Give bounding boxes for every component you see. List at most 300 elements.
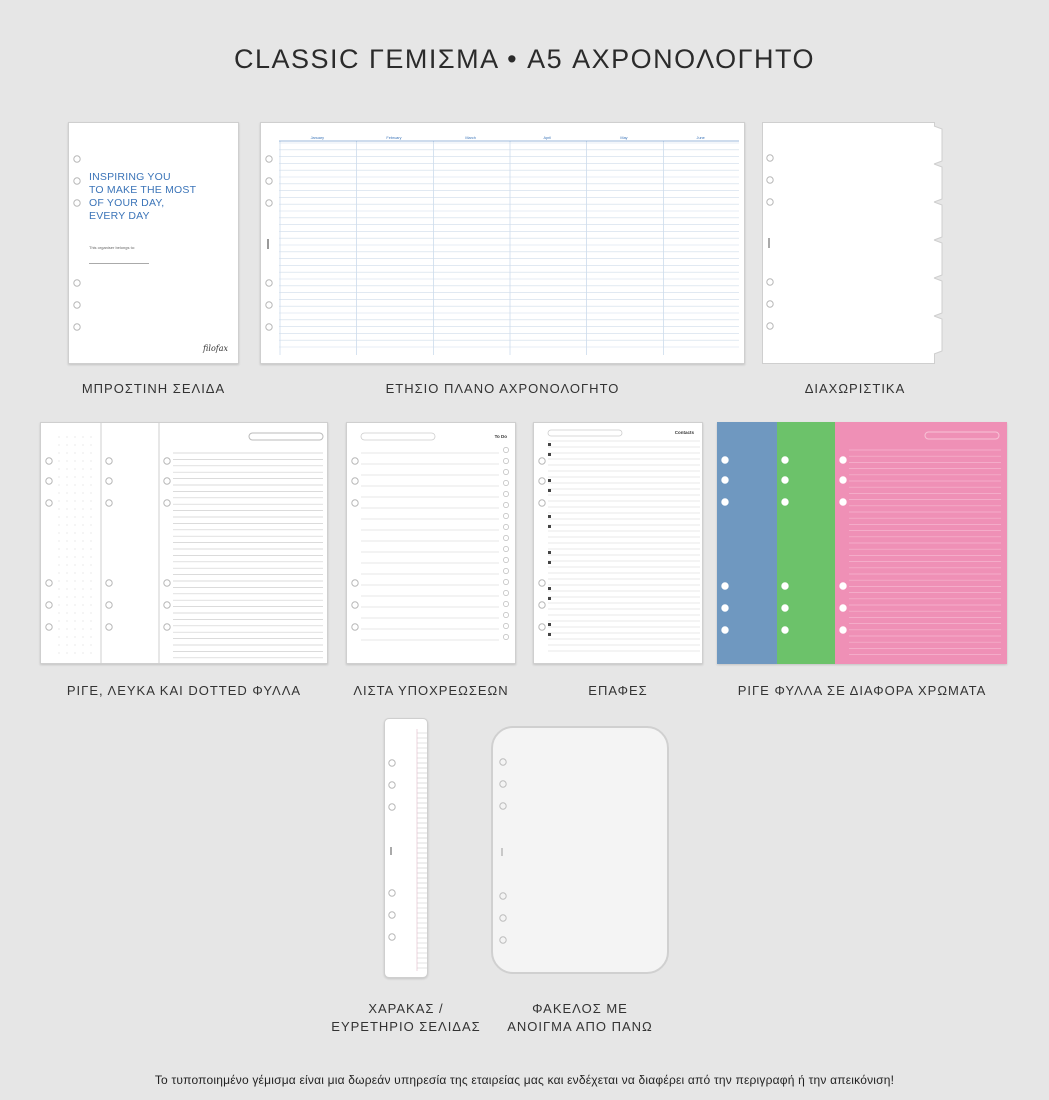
grid-dot	[67, 453, 68, 454]
binder-hole	[266, 324, 272, 330]
grid-dot	[91, 629, 92, 630]
todo-checkbox	[503, 557, 508, 562]
binder-hole	[266, 280, 272, 286]
todo-checkbox	[503, 513, 508, 518]
grid-dot	[91, 461, 92, 462]
grid-dot	[75, 653, 76, 654]
contact-icon	[548, 443, 551, 446]
title-box	[249, 433, 323, 440]
binder-hole	[389, 782, 395, 788]
grid-dot	[67, 493, 68, 494]
grid-dot	[83, 613, 84, 614]
grid-dot	[83, 589, 84, 590]
grid-dot	[67, 485, 68, 486]
binder-hole	[106, 500, 112, 506]
binder-hole	[389, 760, 395, 766]
grid-dot	[83, 493, 84, 494]
binder-hole	[352, 602, 358, 608]
grid-dot	[75, 597, 76, 598]
grid-dot	[91, 453, 92, 454]
grid-dot	[67, 469, 68, 470]
divider-page	[763, 123, 935, 364]
grid-dot	[83, 445, 84, 446]
binder-hole	[840, 583, 846, 589]
binder-hole	[500, 803, 506, 809]
todo-checkbox	[503, 480, 508, 485]
binder-hole	[164, 602, 170, 608]
binder-hole	[840, 605, 846, 611]
grid-dot	[91, 645, 92, 646]
ruled-plain-dotted-sheet	[40, 422, 328, 664]
grid-dot	[91, 493, 92, 494]
caption-dividers: ΔΙΑΧΩΡΙΣΤΙΚΑ	[804, 381, 906, 396]
binder-hole	[782, 627, 788, 633]
binder-hole	[106, 580, 112, 586]
grid-dot	[91, 597, 92, 598]
month-label: April	[543, 136, 552, 140]
caption-front-page: ΜΠΡΟΣΤΙΝΗ ΣΕΛΙΔΑ	[81, 381, 226, 396]
grid-dot	[75, 621, 76, 622]
belongs-to-label: This organiser belongs to:	[89, 245, 136, 250]
grid-dot	[75, 533, 76, 534]
grid-dot	[91, 477, 92, 478]
grid-dot	[91, 445, 92, 446]
grid-dot	[91, 525, 92, 526]
grid-dot	[91, 437, 92, 438]
todo-checkbox	[503, 469, 508, 474]
binder-hole	[389, 804, 395, 810]
contact-icon	[548, 587, 551, 590]
binder-hole	[106, 458, 112, 464]
dividers-sheet	[762, 122, 948, 364]
grid-dot	[67, 549, 68, 550]
grid-dot	[75, 565, 76, 566]
grid-dot	[83, 469, 84, 470]
binder-hole	[74, 156, 80, 162]
binder-hole	[164, 624, 170, 630]
grid-dot	[83, 477, 84, 478]
grid-dot	[59, 477, 60, 478]
grid-dot	[83, 517, 84, 518]
grid-dot	[59, 437, 60, 438]
contact-icon	[548, 479, 551, 482]
grid-dot	[67, 461, 68, 462]
grid-dot	[67, 621, 68, 622]
todo-checkbox	[503, 612, 508, 617]
binder-hole	[539, 458, 545, 464]
binder-hole	[74, 324, 80, 330]
todo-checkbox	[503, 634, 508, 639]
grid-dot	[75, 501, 76, 502]
grid-dot	[83, 501, 84, 502]
grid-dot	[83, 453, 84, 454]
grid-dot	[67, 437, 68, 438]
todo-sheet	[346, 422, 516, 664]
binder-hole	[722, 499, 728, 505]
month-label: March	[465, 136, 476, 140]
grid-dot	[83, 541, 84, 542]
caption-pocket-line2: ΑΝΟΙΓΜΑ ΑΠΟ ΠΑΝΩ	[507, 1019, 653, 1034]
year-planner-grid	[261, 123, 745, 364]
todo-checkbox	[503, 502, 508, 507]
binder-hole	[46, 580, 52, 586]
binder-hole	[722, 583, 728, 589]
grid-dot	[75, 573, 76, 574]
binder-hole	[266, 200, 272, 206]
grid-dot	[67, 445, 68, 446]
grid-dot	[75, 549, 76, 550]
grid-dot	[67, 509, 68, 510]
grid-dot	[91, 589, 92, 590]
tagline-line: OF YOUR DAY,	[89, 197, 165, 209]
ruler-sheet	[384, 718, 428, 978]
grid-dot	[91, 621, 92, 622]
divider-tab	[934, 164, 942, 202]
todo-list-page	[347, 423, 516, 664]
contact-icon	[548, 597, 551, 600]
binder-hole	[539, 602, 545, 608]
divider-tabs	[762, 122, 948, 364]
caption-contacts: ΕΠΑΦΕΣ	[588, 683, 648, 698]
binder-hole	[722, 457, 728, 463]
binder-hole	[840, 499, 846, 505]
grid-dot	[59, 485, 60, 486]
grid-dot	[83, 653, 84, 654]
grid-dot	[67, 525, 68, 526]
grid-dot	[59, 533, 60, 534]
grid-dot	[67, 653, 68, 654]
grid-dot	[59, 621, 60, 622]
binder-hole	[266, 302, 272, 308]
contact-icon	[548, 489, 551, 492]
colored-ruled-pages	[717, 422, 1007, 664]
binder-hole	[352, 478, 358, 484]
binder-hole	[46, 602, 52, 608]
todo-checkbox	[503, 623, 508, 628]
binder-hole	[74, 178, 80, 184]
binder-hole	[722, 477, 728, 483]
spine-mark	[390, 847, 392, 855]
binder-hole	[500, 781, 506, 787]
binder-hole	[539, 478, 545, 484]
divider-tab	[934, 278, 942, 316]
grid-dot	[75, 509, 76, 510]
grid-dot	[91, 637, 92, 638]
binder-hole	[46, 500, 52, 506]
binder-hole	[722, 605, 728, 611]
grid-dot	[75, 605, 76, 606]
grid-dot	[91, 517, 92, 518]
grid-dot	[67, 565, 68, 566]
grid-dot	[59, 573, 60, 574]
divider-tab	[934, 202, 942, 240]
caption-ruler	[306, 1000, 506, 1036]
todo-header: To Do	[494, 434, 507, 439]
grid-dot	[83, 565, 84, 566]
grid-dot	[83, 605, 84, 606]
grid-dot	[67, 557, 68, 558]
contact-icon	[548, 453, 551, 456]
grid-dot	[75, 645, 76, 646]
contacts-header: Contacts	[674, 430, 694, 435]
pocket-holes	[493, 728, 669, 974]
grid-dot	[59, 605, 60, 606]
todo-checkbox	[503, 491, 508, 496]
grid-dot	[83, 549, 84, 550]
divider-tab	[934, 316, 942, 354]
title-box	[361, 433, 435, 440]
tagline-line: TO MAKE THE MOST	[89, 184, 197, 196]
binder-hole	[164, 580, 170, 586]
grid-dot	[91, 541, 92, 542]
spine-mark	[768, 238, 770, 248]
ruler-page-marker	[385, 719, 428, 978]
binder-hole	[722, 627, 728, 633]
grid-dot	[59, 541, 60, 542]
brand-logo: filofax	[203, 344, 228, 353]
grid-dot	[59, 613, 60, 614]
grid-dot	[91, 653, 92, 654]
grid-dot	[75, 637, 76, 638]
binder-hole	[74, 280, 80, 286]
todo-checkbox	[503, 458, 508, 463]
contact-icon	[548, 525, 551, 528]
caption-ruler-line1: ΧΑΡΑΚΑΣ /	[368, 1001, 444, 1016]
grid-dot	[91, 557, 92, 558]
binder-hole	[782, 499, 788, 505]
grid-dot	[67, 517, 68, 518]
binder-hole	[352, 500, 358, 506]
todo-checkbox	[503, 601, 508, 606]
grid-dot	[59, 517, 60, 518]
caption-todo: ΛΙΣΤΑ ΥΠΟΧΡΕΩΣΕΩΝ	[353, 683, 509, 698]
ruled-plain-dotted-pages	[41, 423, 328, 664]
grid-dot	[91, 501, 92, 502]
contacts-sheet	[533, 422, 703, 664]
grid-dot	[91, 613, 92, 614]
grid-dot	[75, 445, 76, 446]
belongs-to-line	[89, 263, 149, 264]
binder-hole	[782, 605, 788, 611]
grid-dot	[59, 501, 60, 502]
grid-dot	[91, 605, 92, 606]
binder-hole	[840, 477, 846, 483]
grid-dot	[83, 437, 84, 438]
grid-dot	[59, 445, 60, 446]
binder-hole	[352, 458, 358, 464]
binder-hole	[539, 624, 545, 630]
grid-dot	[83, 629, 84, 630]
grid-dot	[83, 573, 84, 574]
grid-dot	[67, 581, 68, 582]
grid-dot	[59, 629, 60, 630]
grid-dot	[83, 557, 84, 558]
todo-checkbox	[503, 535, 508, 540]
title-box	[548, 430, 622, 436]
contact-icon	[548, 561, 551, 564]
binder-hole	[389, 912, 395, 918]
binder-hole	[389, 934, 395, 940]
caption-colored-sheets: ΡΙΓΕ ΦΥΛΛΑ ΣΕ ΔΙΑΦΟΡΑ ΧΡΩΜΑΤΑ	[737, 683, 987, 698]
binder-hole	[164, 478, 170, 484]
binder-hole	[106, 624, 112, 630]
grid-dot	[75, 589, 76, 590]
grid-dot	[67, 533, 68, 534]
binder-hole	[782, 477, 788, 483]
binder-hole	[164, 500, 170, 506]
contact-icon	[548, 515, 551, 518]
binder-hole	[782, 457, 788, 463]
todo-checkbox	[503, 568, 508, 573]
grid-dot	[83, 509, 84, 510]
grid-dot	[83, 645, 84, 646]
grid-dot	[59, 453, 60, 454]
binder-hole	[266, 178, 272, 184]
month-label: February	[386, 136, 402, 140]
grid-dot	[59, 653, 60, 654]
grid-dot	[67, 629, 68, 630]
grid-dot	[59, 549, 60, 550]
front-tagline	[89, 171, 196, 223]
grid-dot	[91, 581, 92, 582]
footer-disclaimer: Το τυποποιημένο γέμισμα είναι μια δωρεάν υπηρεσία της εταιρείας μας και ενδέχεται να διαφέρει από την περιγραφή ή την απεικόνιση!	[154, 1073, 895, 1087]
binder-hole	[46, 478, 52, 484]
spine-mark	[267, 239, 269, 249]
grid-dot	[83, 637, 84, 638]
grid-dot	[67, 573, 68, 574]
grid-dot	[75, 557, 76, 558]
grid-dot	[75, 613, 76, 614]
front-page-sheet	[68, 122, 239, 364]
caption-year-planner: ΕΤΗΣΙΟ ΠΛΑΝΟ ΑΧΡΟΝΟΛΟΓΗΤΟ	[385, 381, 620, 396]
grid-dot	[75, 461, 76, 462]
grid-dot	[75, 485, 76, 486]
binder-hole	[500, 915, 506, 921]
grid-dot	[91, 533, 92, 534]
grid-dot	[91, 565, 92, 566]
grid-dot	[75, 493, 76, 494]
binder-hole	[164, 458, 170, 464]
grid-dot	[67, 597, 68, 598]
grid-dot	[75, 477, 76, 478]
binder-hole	[500, 759, 506, 765]
spine-mark	[501, 848, 503, 856]
tagline-line: EVERY DAY	[89, 210, 150, 222]
grid-dot	[67, 589, 68, 590]
grid-dot	[67, 605, 68, 606]
divider-tab	[934, 126, 942, 164]
grid-dot	[67, 613, 68, 614]
todo-checkbox	[503, 447, 508, 452]
month-label: June	[696, 136, 705, 140]
binder-hole	[500, 937, 506, 943]
binder-holes	[69, 123, 239, 364]
divider-tab	[934, 240, 942, 278]
top-opening-pocket	[491, 726, 669, 974]
binder-hole	[266, 156, 272, 162]
contact-icon	[548, 633, 551, 636]
contacts-page	[534, 423, 703, 664]
grid-dot	[67, 501, 68, 502]
binder-hole	[782, 583, 788, 589]
grid-dot	[83, 621, 84, 622]
tagline-line: INSPIRING YOU	[89, 171, 171, 183]
grid-dot	[83, 461, 84, 462]
page-title: CLASSIC ΓΕΜΙΣΜΑ • A5 ΑΧΡΟΝΟΛΟΓΗΤΟ	[234, 44, 815, 74]
grid-dot	[75, 517, 76, 518]
binder-hole	[352, 624, 358, 630]
grid-dot	[91, 549, 92, 550]
binder-hole	[840, 457, 846, 463]
grid-dot	[67, 477, 68, 478]
grid-dot	[83, 485, 84, 486]
grid-dot	[75, 581, 76, 582]
binder-hole	[46, 458, 52, 464]
grid-dot	[91, 469, 92, 470]
year-planner-sheet	[260, 122, 745, 364]
todo-checkbox	[503, 590, 508, 595]
grid-dot	[67, 637, 68, 638]
grid-dot	[59, 645, 60, 646]
grid-dot	[59, 469, 60, 470]
binder-hole	[539, 580, 545, 586]
caption-ruler-line2: ΕΥΡΕΤΗΡΙΟ ΣΕΛΙΔΑΣ	[331, 1019, 481, 1034]
month-label: May	[620, 136, 628, 140]
binder-hole	[539, 500, 545, 506]
grid-dot	[91, 573, 92, 574]
grid-dot	[75, 541, 76, 542]
grid-dot	[91, 509, 92, 510]
binder-hole	[74, 302, 80, 308]
grid-dot	[75, 437, 76, 438]
grid-dot	[75, 629, 76, 630]
grid-dot	[83, 525, 84, 526]
grid-dot	[59, 509, 60, 510]
month-label: January	[310, 136, 325, 140]
contact-icon	[548, 551, 551, 554]
binder-hole	[46, 624, 52, 630]
binder-hole	[106, 602, 112, 608]
caption-ruled-plain-dotted: ΡΙΓΕ, ΛΕΥΚΑ ΚΑΙ DOTTED ΦΥΛΛΑ	[66, 683, 302, 698]
grid-dot	[59, 557, 60, 558]
binder-hole	[74, 200, 80, 206]
grid-dot	[59, 589, 60, 590]
grid-dot	[91, 485, 92, 486]
contact-icon	[548, 623, 551, 626]
binder-hole	[840, 627, 846, 633]
grid-dot	[83, 597, 84, 598]
grid-dot	[59, 581, 60, 582]
binder-hole	[500, 893, 506, 899]
grid-dot	[59, 461, 60, 462]
binder-hole	[389, 890, 395, 896]
grid-dot	[67, 645, 68, 646]
grid-dot	[59, 637, 60, 638]
todo-checkbox	[503, 579, 508, 584]
todo-checkbox	[503, 524, 508, 529]
grid-dot	[59, 525, 60, 526]
grid-dot	[83, 581, 84, 582]
grid-dot	[67, 541, 68, 542]
caption-pocket-line1: ΦΑΚΕΛΟΣ ΜΕ	[532, 1001, 628, 1016]
grid-dot	[75, 453, 76, 454]
grid-dot	[83, 533, 84, 534]
todo-checkbox	[503, 546, 508, 551]
grid-dot	[75, 525, 76, 526]
binder-hole	[106, 478, 112, 484]
grid-dot	[59, 565, 60, 566]
grid-dot	[59, 597, 60, 598]
